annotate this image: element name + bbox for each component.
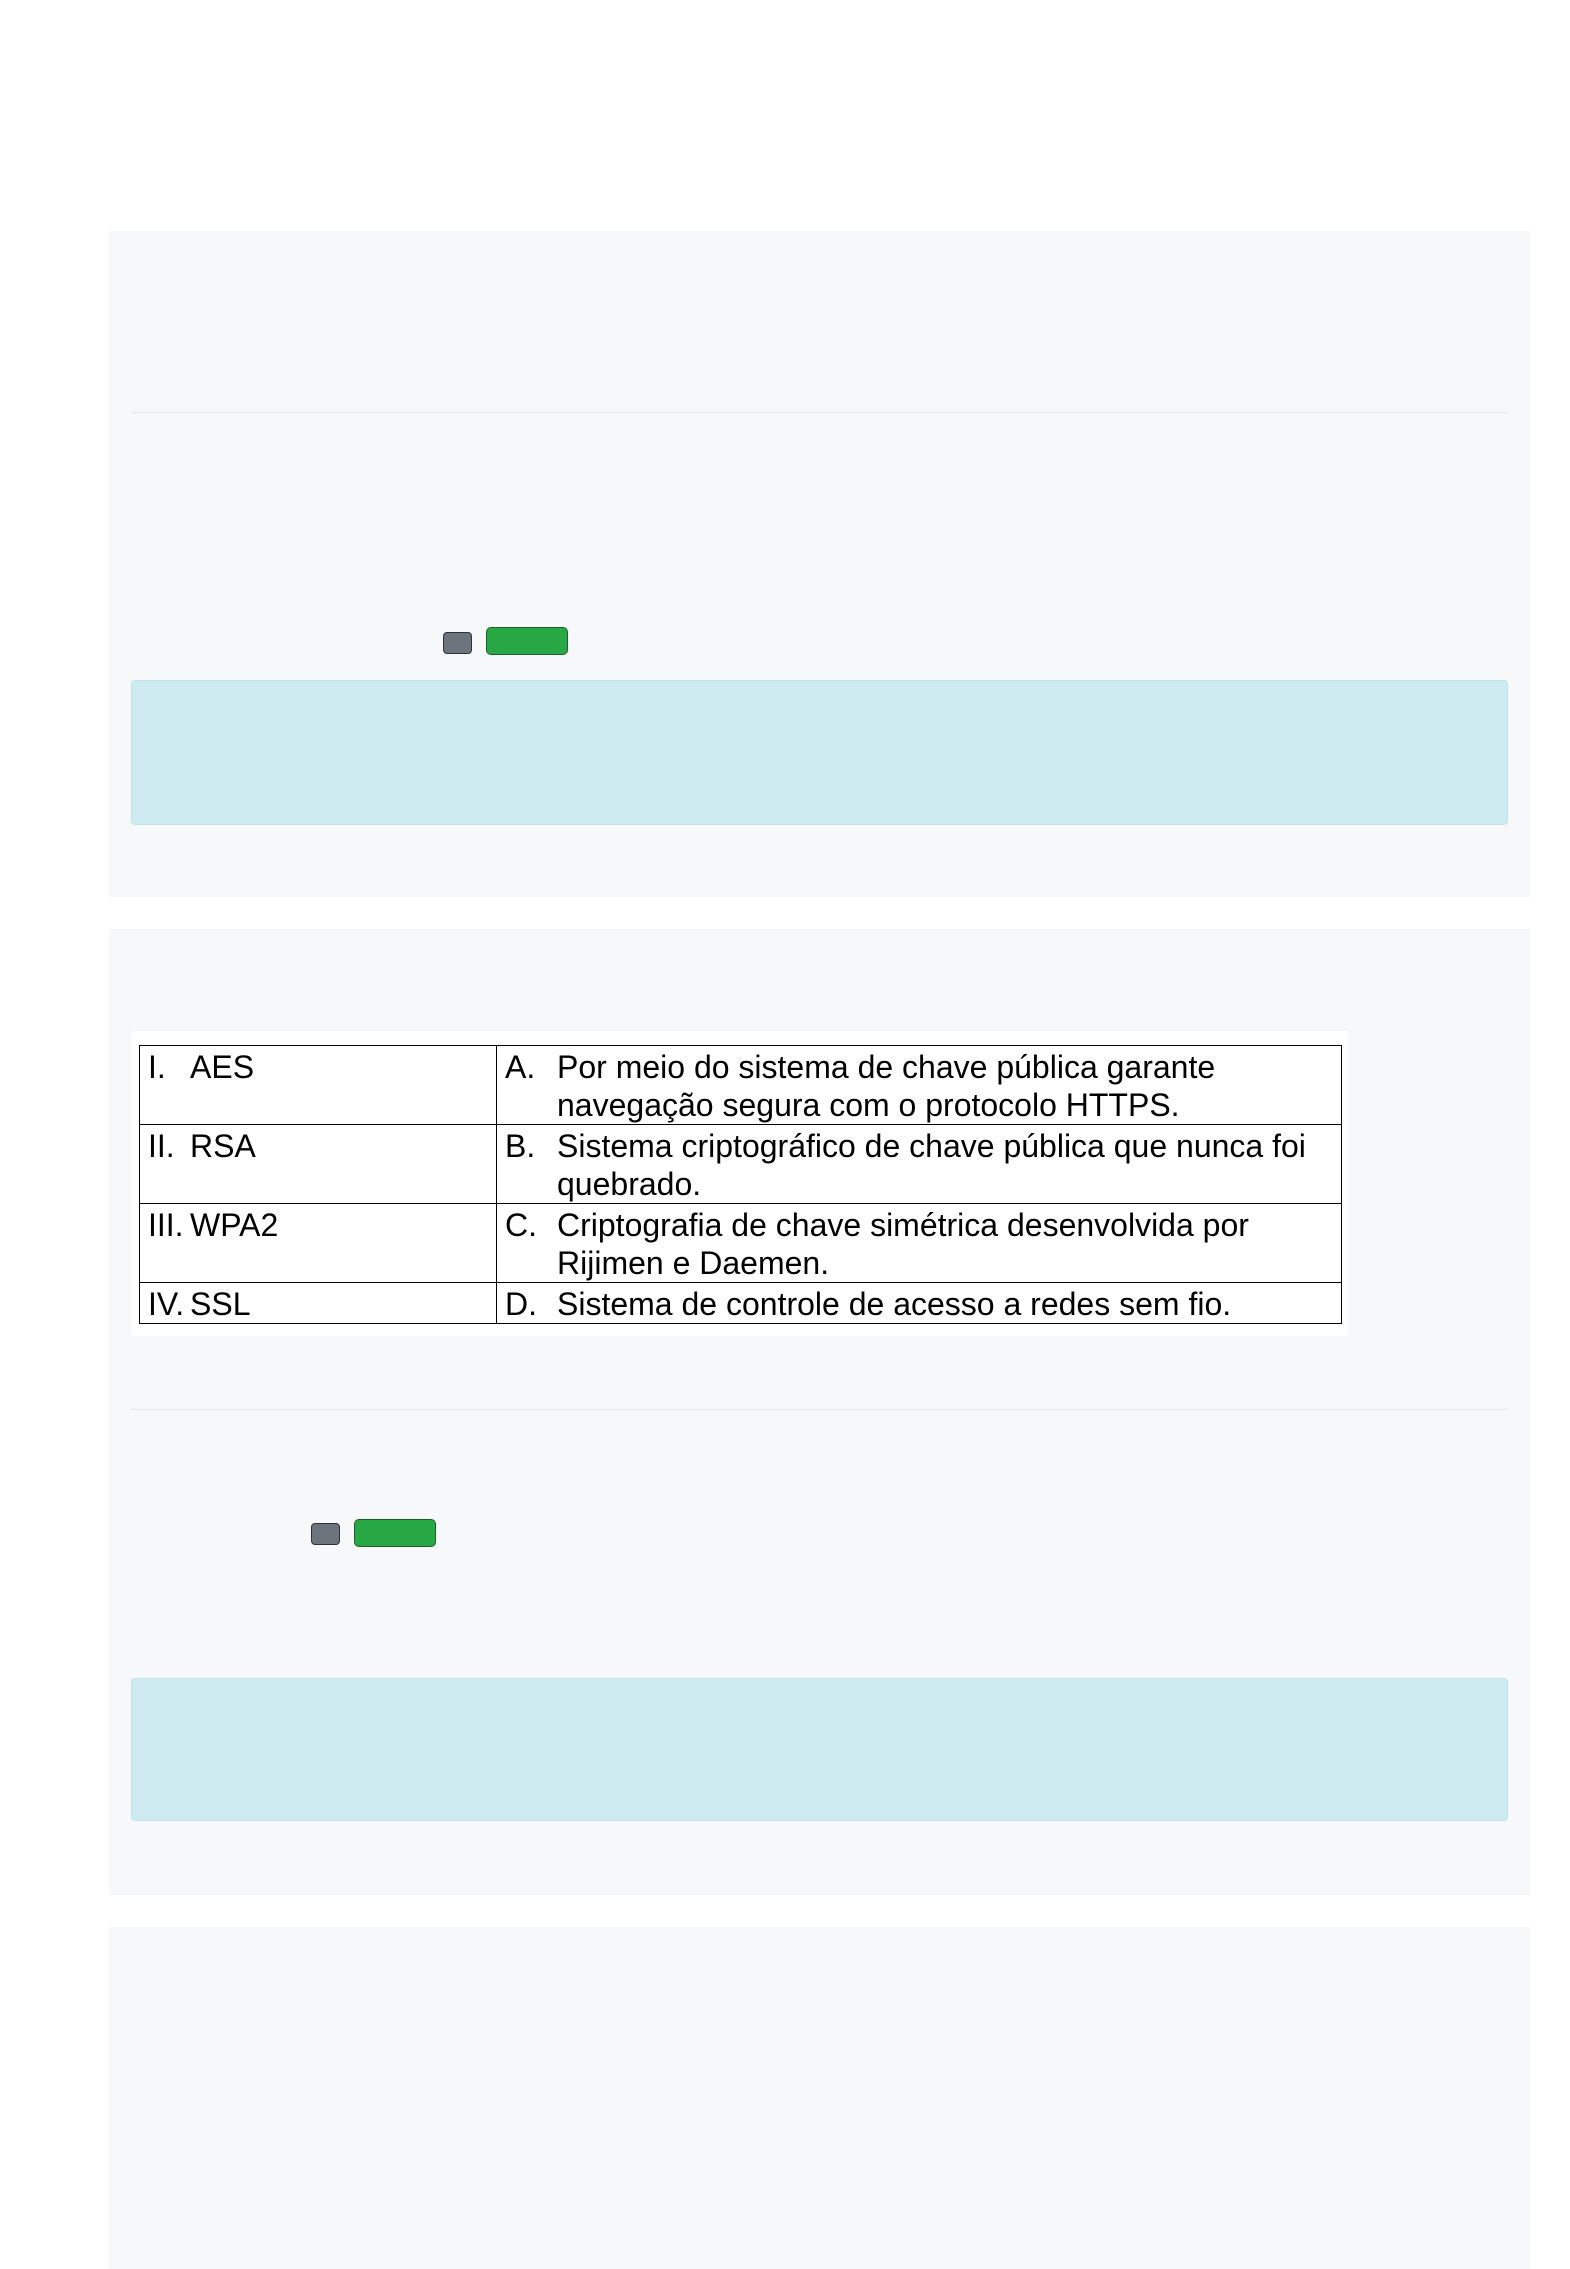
- definition-text: Por meio do sistema de chave pública garante navegação segura com o protocolo HTTPS.: [557, 1049, 1216, 1123]
- divider: [131, 1409, 1508, 1410]
- term-label: SSL: [190, 1286, 251, 1322]
- term-label: AES: [190, 1049, 255, 1085]
- definition-cell: [497, 1204, 1342, 1283]
- definition-letter: D.: [505, 1286, 537, 1322]
- definition-cell: [497, 1046, 1342, 1125]
- term-cell: [140, 1125, 497, 1204]
- term-number: IV.: [148, 1286, 185, 1322]
- definition-text: Sistema de controle de acesso a redes sem fio.: [557, 1286, 1232, 1322]
- definition-cell: [497, 1125, 1342, 1204]
- feedback-box: [131, 680, 1508, 825]
- term-cell: [140, 1046, 497, 1125]
- question-card-1: [109, 231, 1530, 897]
- question-card-3: [109, 1927, 1530, 2269]
- term-cell: [140, 1283, 497, 1324]
- status-badge-gray: [443, 632, 472, 654]
- definition-text: Sistema criptográfico de chave pública que nunca foi quebrado.: [557, 1128, 1306, 1202]
- definition-letter: B.: [505, 1128, 536, 1164]
- status-badge-green: [486, 627, 568, 655]
- table-row: [140, 1283, 1342, 1324]
- term-number: III.: [148, 1207, 184, 1243]
- table-row: [140, 1046, 1342, 1125]
- term-number: I.: [148, 1049, 166, 1085]
- term-label: WPA2: [190, 1207, 279, 1243]
- definition-letter: A.: [505, 1049, 536, 1085]
- term-number: II.: [148, 1128, 175, 1164]
- table-row: [140, 1125, 1342, 1204]
- status-badge-green: [354, 1519, 436, 1547]
- matching-table: [139, 1045, 1342, 1324]
- status-badge-gray: [311, 1523, 340, 1545]
- matching-table-image: [131, 1031, 1348, 1336]
- definition-letter: C.: [505, 1207, 537, 1243]
- definition-text: Criptografia de chave simétrica desenvolvida por Rijimen e Daemen.: [557, 1207, 1249, 1281]
- divider: [131, 412, 1508, 413]
- term-label: RSA: [190, 1128, 256, 1164]
- term-cell: [140, 1204, 497, 1283]
- table-row: [140, 1204, 1342, 1283]
- question-card-2: [109, 929, 1530, 1895]
- feedback-box: [131, 1678, 1508, 1821]
- definition-cell: [497, 1283, 1342, 1324]
